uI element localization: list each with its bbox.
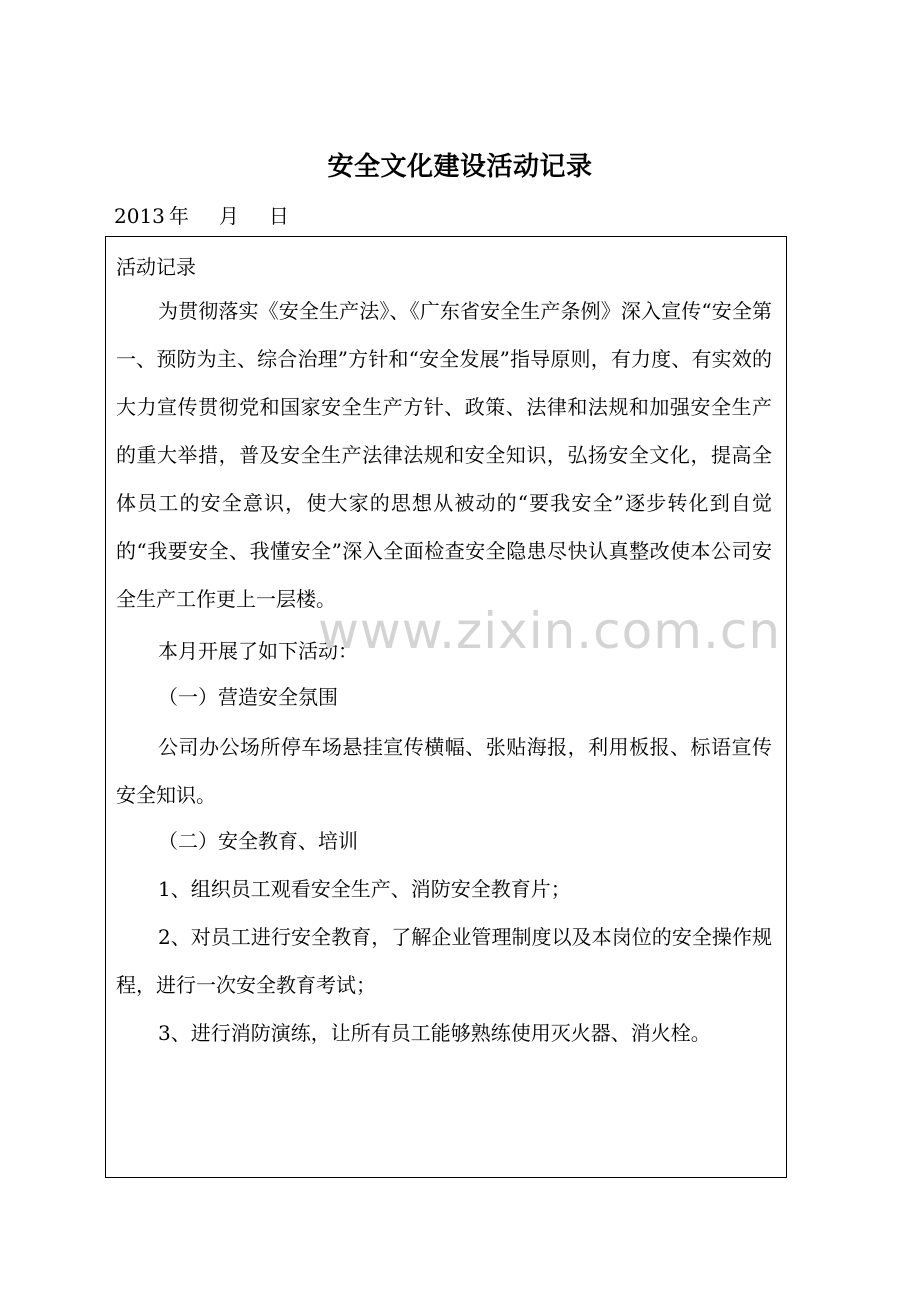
watermark-text: www.zixin.com.cn bbox=[318, 602, 782, 660]
page-title: 安全文化建设活动记录 bbox=[327, 152, 593, 182]
intro-paragraph: 为贯彻落实《安全生产法》、《广东省安全生产条例》深入宣传“安全第一、预防为主、综合治理”方针和“安全发展”指导原则，有力度、有实效的大力宣传贯彻党和国家安全生产方针、政策、法律和法规和加强安全生产的重大举措，普及安全生产法律法规和安全知识，弘扬安全文化，提高全体员工的安全意识，使大家的思想从被动的“要我安全”逐步转化到自觉的“我要安全、我懂安全”深入全面检查安全隐患尽快认真整改使本公司安全生产工作更上一层楼。 bbox=[116, 299, 772, 611]
date-year: 2013 bbox=[114, 204, 165, 228]
training-item-1: 1、组织员工观看安全生产、消防安全教育片； bbox=[158, 877, 571, 901]
date-day-unit: 日 bbox=[268, 204, 289, 228]
date-month-unit: 月 bbox=[218, 204, 239, 228]
record-date bbox=[114, 200, 289, 229]
section1-body: 公司办公场所停车场悬挂宣传横幅、张贴海报，利用板报、标语宣传安全知识。 bbox=[116, 735, 772, 807]
activity-record-box bbox=[105, 236, 787, 1178]
date-year-unit: 年 bbox=[168, 204, 189, 228]
training-item-3: 3、进行消防演练，让所有员工能够熟练使用灭火器、消火栓。 bbox=[158, 1021, 711, 1045]
record-label: 活动记录 bbox=[116, 255, 196, 279]
activities-intro: 本月开展了如下活动： bbox=[158, 639, 358, 663]
training-item-2: 2、对员工进行安全教育，了解企业管理制度以及本岗位的安全操作规程，进行一次安全教育考试； bbox=[116, 925, 772, 997]
section1-heading: （一）营造安全氛围 bbox=[158, 685, 338, 709]
section2-heading: （二）安全教育、培训 bbox=[158, 829, 358, 853]
